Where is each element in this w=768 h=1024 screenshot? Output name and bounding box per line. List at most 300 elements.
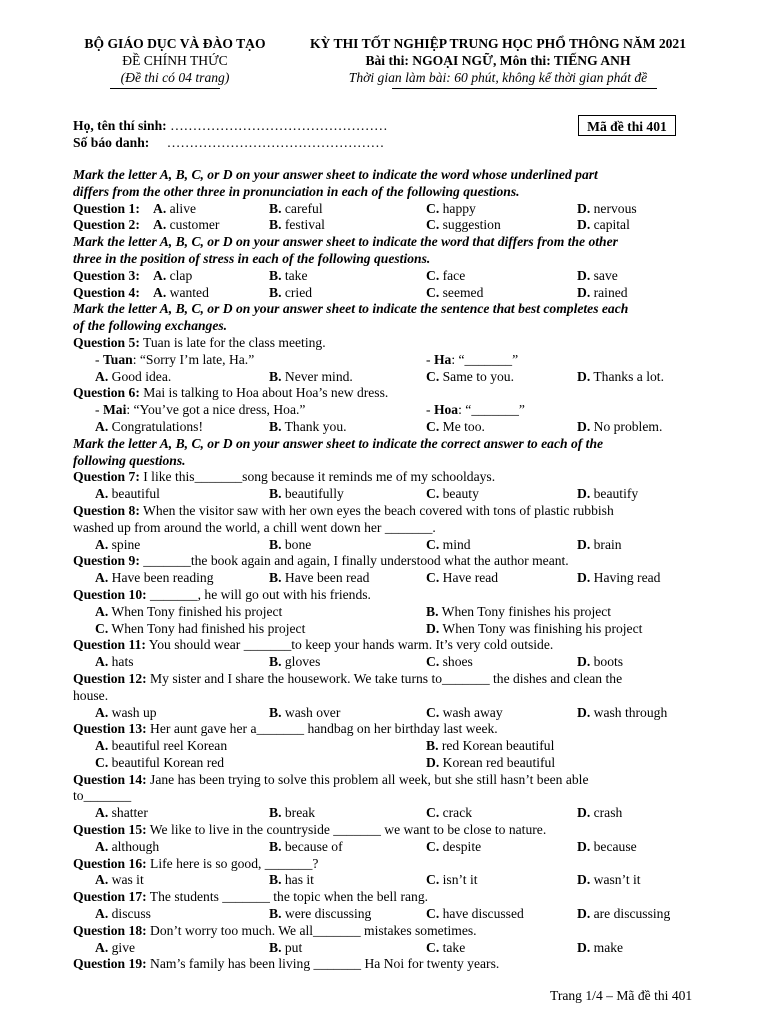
candidate-name-label: Họ, tên thí sinh:	[73, 118, 167, 133]
instruction-3-line-2: of the following exchanges.	[73, 318, 228, 334]
option-letter: D.	[577, 200, 591, 216]
option-text: have discussed	[442, 906, 524, 922]
option-letter: C.	[426, 704, 440, 720]
option-b	[426, 738, 554, 755]
option-text: happy	[442, 200, 476, 216]
options-row	[73, 738, 705, 755]
option-text: were discussing	[284, 906, 372, 922]
option-letter: C.	[426, 939, 440, 955]
option-c	[426, 872, 478, 889]
question-stem-cont: house.	[73, 687, 109, 703]
question-stem: Jane has been trying to solve this problem all week, but she still hasn’t been able	[150, 771, 589, 787]
option-a	[153, 201, 196, 218]
option-a	[95, 738, 227, 755]
dash: -	[95, 402, 103, 418]
option-b	[269, 839, 343, 856]
option-c	[426, 285, 483, 302]
options-row	[73, 906, 705, 923]
option-text: because of	[284, 838, 343, 854]
option-text: beauty	[442, 486, 479, 502]
option-letter: C.	[426, 284, 440, 300]
option-d	[577, 872, 641, 889]
option-c	[426, 654, 473, 671]
option-letter: A.	[95, 906, 109, 922]
dash: -	[426, 402, 434, 418]
question-label: Question 17:	[73, 889, 147, 905]
subject-line: Bài thi: NGOẠI NGỮ, Môn thi: TIẾNG ANH	[365, 52, 631, 68]
option-a	[95, 604, 282, 621]
option-letter: D.	[577, 418, 591, 434]
option-letter: D.	[426, 620, 440, 636]
question-stem: We like to live in the countryside _______ we want to be close to nature.	[149, 822, 547, 838]
option-letter: C.	[426, 805, 440, 821]
instruction-4-line-2: following questions.	[73, 452, 186, 468]
option-a	[153, 217, 219, 234]
option-letter: A.	[95, 805, 109, 821]
option-text: shoes	[442, 654, 473, 670]
question-stem-cont: washed up from around the world, a chill went down her _______.	[73, 519, 436, 535]
option-letter: B.	[426, 738, 439, 754]
option-letter: C.	[426, 486, 440, 502]
option-text: brain	[593, 536, 622, 552]
instruction-4-line-1: Mark the letter A, B, C, or D on your answer sheet to indicate the correct answer to each of the	[73, 435, 604, 451]
question-stem: You should wear _______to keep your hands warm. It’s very cold outside.	[148, 637, 554, 653]
option-letter: D.	[577, 906, 591, 922]
option-a	[95, 906, 151, 923]
option-letter: D.	[577, 217, 591, 233]
option-letter: C.	[426, 200, 440, 216]
option-text: isn’t it	[442, 872, 478, 888]
instruction-1-line-1: Mark the letter A, B, C, or D on your answer sheet to indicate the word whose underlined part	[73, 167, 598, 182]
option-text: When Tony finishes his project	[441, 603, 612, 619]
option-d	[577, 805, 622, 822]
option-letter: A.	[153, 200, 167, 216]
option-letter: B.	[269, 704, 282, 720]
option-letter: A.	[95, 536, 109, 552]
question-label: Question 12:	[73, 670, 147, 686]
option-d	[577, 419, 662, 436]
exchange-row	[73, 352, 705, 369]
options-row	[73, 604, 705, 621]
option-letter: D.	[577, 838, 591, 854]
question-7	[73, 469, 705, 486]
option-c	[426, 537, 471, 554]
option-letter: B.	[269, 368, 282, 384]
option-c	[426, 839, 481, 856]
question-2	[73, 217, 705, 234]
option-b	[269, 906, 371, 923]
option-text: has it	[284, 872, 314, 888]
option-text: customer	[169, 217, 220, 233]
option-letter: C.	[95, 754, 109, 770]
option-text: beautify	[593, 486, 639, 502]
option-text: rained	[593, 284, 628, 300]
option-text: When Tony had finished his project	[111, 620, 306, 636]
dash: -	[95, 351, 103, 367]
option-text: wash up	[111, 704, 157, 720]
option-letter: A.	[95, 738, 109, 754]
option-c	[426, 705, 503, 722]
option-a	[95, 805, 148, 822]
option-letter: D.	[426, 754, 440, 770]
option-b	[269, 486, 344, 503]
candidate-name-dots: …………………………………………	[170, 118, 388, 133]
speaker-name: Mai	[102, 402, 127, 418]
question-label: Question 1:	[73, 200, 140, 216]
option-b	[269, 285, 312, 302]
instruction-2-line-2: three in the position of stress in each of the following questions.	[73, 250, 431, 266]
option-letter: B.	[269, 284, 282, 300]
option-d	[577, 268, 618, 285]
option-a	[95, 419, 203, 436]
option-a	[95, 537, 140, 554]
question-stem: I like this_______song because it reminds me of my schooldays.	[143, 469, 496, 485]
option-text: careful	[284, 200, 323, 216]
option-b	[426, 604, 611, 621]
option-letter: C.	[426, 872, 440, 888]
option-a	[95, 486, 160, 503]
option-letter: A.	[95, 603, 109, 619]
option-text: Good idea.	[111, 368, 172, 384]
ministry-name: BỘ GIÁO DỤC VÀ ĐÀO TẠO	[84, 36, 266, 51]
option-letter: A.	[95, 570, 109, 586]
header-left	[60, 36, 290, 86]
option-text: Having read	[593, 570, 661, 586]
question-4	[73, 285, 705, 302]
option-a	[95, 654, 134, 671]
option-b	[269, 654, 320, 671]
speaker-name: Ha	[433, 351, 452, 367]
option-a	[95, 839, 159, 856]
option-text: clap	[169, 267, 193, 283]
question-label: Question 8:	[73, 502, 140, 518]
option-text: crash	[593, 805, 623, 821]
question-12	[73, 671, 705, 688]
question-9	[73, 553, 705, 570]
option-letter: D.	[577, 536, 591, 552]
option-letter: A.	[95, 368, 109, 384]
question-18	[73, 923, 705, 940]
option-letter: D.	[577, 872, 591, 888]
question-label: Question 18:	[73, 922, 147, 938]
question-label: Question 2:	[73, 217, 140, 233]
question-label: Question 3:	[73, 267, 140, 283]
options-row	[73, 755, 705, 772]
option-text: beautiful reel Korean	[111, 738, 228, 754]
option-text: Same to you.	[442, 368, 514, 384]
question-stem: Her aunt gave her a_______ handbag on her birthday last week.	[150, 721, 498, 737]
option-text: Me too.	[442, 418, 485, 434]
option-b	[269, 705, 340, 722]
option-letter: A.	[95, 704, 109, 720]
option-text: shatter	[111, 805, 148, 821]
option-text: seemed	[442, 284, 484, 300]
option-d	[577, 486, 638, 503]
question-label: Question 4:	[73, 284, 140, 300]
option-letter: B.	[269, 418, 282, 434]
option-text: nervous	[593, 200, 637, 216]
options-row	[73, 537, 705, 554]
option-d	[577, 705, 667, 722]
option-letter: A.	[95, 838, 109, 854]
option-b	[269, 872, 314, 889]
option-c	[426, 486, 479, 503]
option-text: break	[284, 805, 316, 821]
speaker-line: : “You’ve got a nice dress, Hoa.”	[126, 402, 306, 418]
option-text: wasn’t it	[593, 872, 641, 888]
question-stem: _______, he will go out with his friends.	[150, 586, 371, 602]
option-text: When Tony finished his project	[111, 603, 283, 619]
question-label: Question 10:	[73, 586, 147, 602]
option-letter: D.	[577, 368, 591, 384]
option-text: alive	[169, 200, 197, 216]
instruction-2-line-1: Mark the letter A, B, C, or D on your answer sheet to indicate the word that differs from the other	[73, 234, 618, 250]
option-text: Thanks a lot.	[593, 368, 664, 384]
question-13	[73, 721, 705, 738]
options-row	[73, 654, 705, 671]
options-row	[73, 419, 705, 436]
option-letter: B.	[269, 838, 282, 854]
option-text: spine	[111, 536, 141, 552]
option-letter: A.	[95, 486, 109, 502]
header-right-divider	[392, 88, 657, 89]
question-8	[73, 503, 705, 520]
option-text: capital	[593, 217, 630, 233]
options-row	[73, 369, 705, 386]
official-label: ĐỀ CHÍNH THỨC	[122, 52, 228, 68]
option-letter: C.	[426, 418, 440, 434]
option-letter: C.	[426, 654, 440, 670]
option-text: festival	[284, 217, 325, 233]
question-stem: Tuan is late for the class meeting.	[143, 334, 326, 350]
option-letter: B.	[426, 603, 439, 619]
candidate-info	[73, 118, 388, 152]
options-row	[73, 805, 705, 822]
option-b	[269, 940, 302, 957]
option-text: crack	[442, 805, 473, 821]
option-letter: D.	[577, 570, 591, 586]
option-text: beautiful Korean red	[111, 754, 225, 770]
option-letter: C.	[426, 536, 440, 552]
option-text: despite	[442, 838, 482, 854]
option-c	[426, 369, 514, 386]
option-c	[426, 906, 524, 923]
option-text: put	[284, 939, 303, 955]
option-letter: B.	[269, 267, 282, 283]
option-d	[577, 940, 623, 957]
option-letter: B.	[269, 654, 282, 670]
option-text: bone	[284, 536, 312, 552]
page-footer: Trang 1/4 – Mã đề thi 401	[550, 988, 693, 1003]
option-d	[577, 537, 622, 554]
question-6	[73, 385, 705, 402]
option-text: Never mind.	[284, 368, 353, 384]
option-letter: B.	[269, 570, 282, 586]
option-a	[95, 570, 214, 587]
question-label: Question 19:	[73, 956, 147, 972]
option-text: save	[593, 267, 618, 283]
option-b	[269, 570, 369, 587]
page-count-note: (Đề thi có 04 trang)	[120, 69, 230, 85]
option-b	[269, 537, 311, 554]
candidate-id-dots: …………………………………………	[166, 135, 385, 150]
option-b	[269, 268, 308, 285]
options-row	[73, 621, 705, 638]
option-letter: C.	[426, 838, 440, 854]
question-label: Question 16:	[73, 855, 147, 871]
option-letter: D.	[577, 284, 591, 300]
option-c	[426, 201, 476, 218]
header-left-divider	[110, 88, 220, 89]
option-text: When Tony was finishing his project	[442, 620, 643, 636]
option-c	[426, 419, 485, 436]
option-text: because	[593, 838, 637, 854]
option-text: cried	[284, 284, 313, 300]
question-stem-cont: to_______	[73, 788, 132, 804]
option-letter: B.	[269, 536, 282, 552]
option-text: was it	[111, 872, 144, 888]
option-text: wanted	[169, 284, 209, 300]
option-text: red Korean beautiful	[441, 738, 555, 754]
option-letter: B.	[269, 939, 282, 955]
speaker-name: Hoa	[433, 402, 459, 418]
option-letter: C.	[95, 620, 109, 636]
option-a	[153, 268, 192, 285]
dash: -	[426, 351, 434, 367]
option-text: hats	[111, 654, 134, 670]
option-letter: A.	[153, 284, 167, 300]
option-letter: D.	[577, 267, 591, 283]
option-c	[95, 755, 224, 772]
option-letter: A.	[153, 217, 167, 233]
option-letter: D.	[577, 805, 591, 821]
option-letter: C.	[426, 368, 440, 384]
option-c	[95, 621, 305, 638]
option-letter: C.	[426, 217, 440, 233]
options-row	[73, 872, 705, 889]
question-1	[73, 201, 705, 218]
option-b	[269, 805, 315, 822]
options-row	[73, 486, 705, 503]
time-line: Thời gian làm bài: 60 phút, không kể thời gian phát đề	[348, 69, 648, 85]
option-b	[269, 369, 353, 386]
option-text: beautiful	[111, 486, 160, 502]
question-10	[73, 587, 705, 604]
exam-content	[73, 167, 705, 973]
option-text: Have been read	[284, 570, 370, 586]
option-letter: A.	[153, 267, 167, 283]
question-stem: Nam’s family has been living _______ Ha Noi for twenty years.	[150, 956, 500, 972]
question-16	[73, 856, 705, 873]
option-c	[426, 805, 472, 822]
options-row	[73, 839, 705, 856]
option-letter: B.	[269, 486, 282, 502]
option-d	[577, 201, 637, 218]
option-text: Korean red beautiful	[442, 754, 556, 770]
question-11	[73, 637, 705, 654]
question-15	[73, 822, 705, 839]
option-letter: A.	[95, 872, 109, 888]
option-text: mind	[442, 536, 471, 552]
question-stem: The students _______ the topic when the bell rang.	[149, 889, 429, 905]
option-c	[426, 268, 465, 285]
speaker-line: : “Sorry I’m late, Ha.”	[132, 351, 255, 367]
option-text: discuss	[111, 906, 151, 922]
option-d	[577, 906, 670, 923]
option-b	[269, 201, 323, 218]
option-text: face	[442, 267, 466, 283]
option-d	[577, 369, 664, 386]
option-letter: B.	[269, 906, 282, 922]
option-d	[577, 654, 623, 671]
question-3	[73, 268, 705, 285]
option-a	[95, 705, 157, 722]
speaker-line: : “_______”	[458, 402, 525, 418]
question-stem: Don’t worry too much. We all_______ mistakes sometimes.	[150, 922, 477, 938]
option-d	[426, 621, 642, 638]
option-letter: D.	[577, 486, 591, 502]
option-letter: D.	[577, 704, 591, 720]
question-label: Question 5:	[73, 334, 140, 350]
option-letter: A.	[95, 418, 109, 434]
question-5	[73, 335, 705, 352]
instruction-1-line-2: differs from the other three in pronunciation in each of the following questions.	[73, 183, 520, 199]
option-letter: C.	[426, 906, 440, 922]
question-14	[73, 772, 705, 789]
option-text: No problem.	[593, 418, 663, 434]
option-b	[269, 217, 325, 234]
question-stem: _______the book again and again, I finally understood what the author meant.	[143, 553, 569, 569]
option-letter: B.	[269, 200, 282, 216]
option-d	[577, 285, 628, 302]
options-row	[73, 570, 705, 587]
options-row	[73, 705, 705, 722]
question-17	[73, 889, 705, 906]
option-text: although	[111, 838, 160, 854]
option-letter: B.	[269, 217, 282, 233]
options-row	[73, 940, 705, 957]
option-text: Have been reading	[111, 570, 214, 586]
option-c	[426, 217, 501, 234]
option-a	[153, 285, 209, 302]
option-letter: A.	[95, 654, 109, 670]
option-letter: D.	[577, 654, 591, 670]
question-stem: Life here is so good, _______?	[150, 855, 319, 871]
option-letter: C.	[426, 570, 440, 586]
option-text: take	[284, 267, 308, 283]
speaker-name: Tuan	[102, 351, 133, 367]
option-b	[269, 419, 347, 436]
question-label: Question 7:	[73, 469, 140, 485]
question-label: Question 6:	[73, 385, 140, 401]
question-19	[73, 956, 705, 973]
exchange-row	[73, 402, 705, 419]
candidate-id-label: Số báo danh:	[73, 135, 150, 150]
question-stem: Mai is talking to Hoa about Hoa’s new dress.	[143, 385, 389, 401]
question-label: Question 14:	[73, 771, 147, 787]
option-text: wash away	[442, 704, 503, 720]
option-d	[577, 570, 660, 587]
option-text: Congratulations!	[111, 418, 203, 434]
option-d	[577, 839, 637, 856]
option-letter: D.	[577, 939, 591, 955]
instruction-3-line-1: Mark the letter A, B, C, or D on your answer sheet to indicate the sentence that best completes each	[73, 301, 629, 317]
option-c	[426, 570, 498, 587]
header-right	[298, 36, 698, 86]
question-label: Question 15:	[73, 822, 147, 838]
option-text: beautifully	[284, 486, 344, 502]
option-a	[95, 369, 171, 386]
